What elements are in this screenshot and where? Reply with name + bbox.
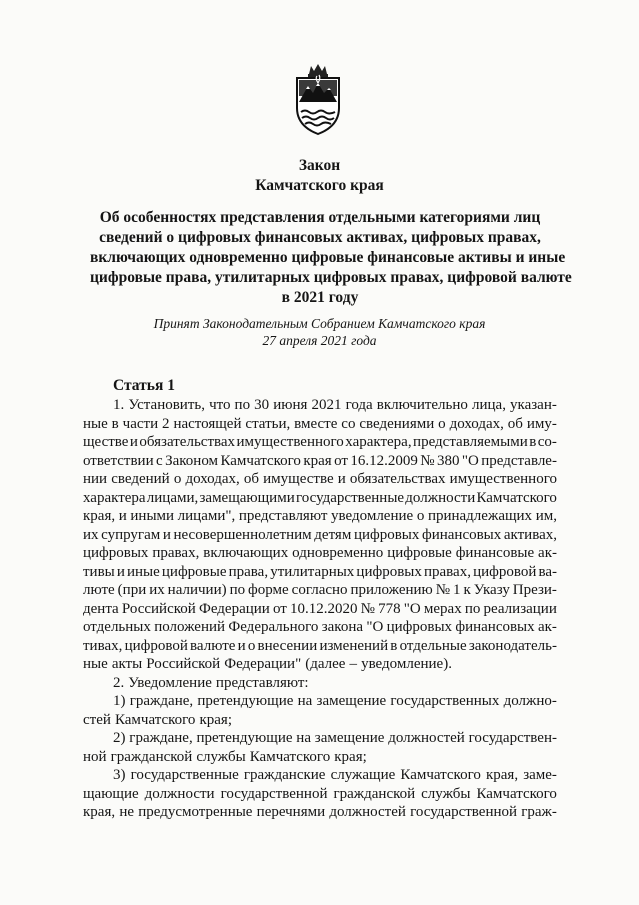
- article-line: [83, 618, 557, 637]
- article-word: и: [129, 434, 138, 450]
- article-word: Российской: [121, 600, 196, 617]
- article-word: внесении: [257, 637, 318, 654]
- article-word: Законом: [165, 452, 219, 469]
- article-word: правах,: [423, 563, 471, 580]
- article-word: Установить,: [128, 397, 205, 413]
- article-word: Камчатского: [220, 452, 301, 469]
- article-word: должности: [144, 785, 215, 802]
- article-word: супругам: [101, 526, 161, 543]
- article-word: по: [229, 582, 246, 598]
- article-word: несовершеннолетним: [173, 526, 312, 543]
- law-subject-line: цифровые права, утилитарных цифровых правах, цифровой валюте: [90, 269, 572, 286]
- article-word: "О: [403, 600, 421, 617]
- article-word: цифровой: [124, 637, 188, 654]
- article-word: Указу: [473, 582, 510, 598]
- article-word: ные: [83, 415, 108, 432]
- article-word: края;: [334, 748, 367, 765]
- article-word: права,: [228, 563, 269, 580]
- article-word: лицами,: [146, 489, 199, 506]
- article-word: о: [247, 637, 256, 654]
- article-word: должно-: [503, 693, 557, 709]
- article-line: [83, 433, 557, 452]
- article-word: гражданской: [110, 748, 193, 765]
- article-word: и: [337, 471, 346, 487]
- article-word: изменений: [319, 637, 389, 654]
- article-word: государственные: [295, 489, 405, 506]
- article-word: государственных: [390, 693, 500, 709]
- article-word: перечнями: [256, 804, 326, 820]
- article-word: лицами",: [177, 508, 236, 524]
- article-word: должностей: [329, 804, 406, 820]
- article-word: активах,: [503, 526, 557, 543]
- article-word: уведомление: [331, 508, 414, 524]
- article-word: ществе: [83, 434, 129, 450]
- article-word: 1: [452, 582, 461, 598]
- article-heading: Статья 1: [113, 377, 175, 394]
- article-word: положений: [154, 619, 226, 635]
- article-word: 778: [378, 600, 401, 617]
- article-word: "О: [366, 619, 384, 635]
- article-word: о: [416, 508, 425, 524]
- article-word: характера: [83, 489, 146, 506]
- article-line: [83, 563, 557, 582]
- article-word: представле-: [481, 452, 557, 469]
- article-word: им,: [535, 508, 557, 524]
- article-word: 2: [162, 415, 170, 432]
- article-word: доходах,: [449, 415, 504, 432]
- article-word: должностей: [388, 730, 465, 746]
- article-line: [83, 600, 557, 619]
- article-word: к: [463, 582, 471, 598]
- article-word: граждане,: [129, 693, 194, 709]
- article-word: Камчатского: [400, 767, 481, 783]
- article-word: 2): [113, 730, 126, 746]
- article-word: службы: [196, 748, 246, 765]
- article-word: со: [341, 415, 356, 432]
- article-word: лица,: [472, 397, 506, 413]
- article-line: [83, 655, 557, 674]
- article-word: по: [234, 397, 251, 413]
- article-word: сведений: [111, 471, 170, 487]
- article-word: 30: [254, 397, 270, 413]
- article-word: части: [122, 415, 159, 432]
- article-word: должности: [405, 489, 476, 506]
- article-word: наличии): [167, 582, 227, 598]
- article-word: Федерации: [198, 600, 270, 617]
- article-word: государственной: [410, 804, 518, 820]
- article-word: тивах,: [83, 637, 123, 654]
- article-word: служащие: [330, 767, 396, 783]
- article-word: края: [303, 452, 332, 469]
- article-line: [83, 748, 557, 767]
- law-title: Закон: [298, 157, 341, 174]
- article-word: в: [529, 434, 537, 450]
- article-line: [83, 785, 557, 804]
- article-word: имущественного: [236, 434, 344, 450]
- article-line: [83, 803, 557, 822]
- article-word: края,: [485, 767, 519, 783]
- article-word: имуществе: [263, 471, 334, 487]
- article-word: в: [390, 637, 398, 654]
- article-word: и: [162, 526, 171, 543]
- article-word: ак-: [538, 545, 557, 561]
- article-word: от: [272, 600, 287, 617]
- article-line: [83, 637, 557, 656]
- article-word: государствен-: [468, 730, 557, 746]
- article-word: закона: [321, 619, 364, 635]
- article-word: доходах,: [185, 471, 240, 487]
- article-word: претендующие: [196, 730, 293, 746]
- article-line: [83, 526, 557, 545]
- article-word: утилитарных: [270, 563, 355, 580]
- article-word: со-: [537, 434, 557, 450]
- article-word: гражданские: [243, 767, 326, 783]
- article-word: включительно: [376, 397, 468, 413]
- article-word: Федерального: [228, 619, 319, 635]
- article-word: граждане,: [129, 730, 193, 746]
- article-word: их: [83, 526, 99, 543]
- article-line: [83, 674, 557, 693]
- article-word: государственные: [130, 767, 239, 783]
- article-word: о: [438, 415, 446, 432]
- article-word: в: [111, 415, 119, 432]
- law-subject: [90, 208, 572, 308]
- article-word: одновременно: [292, 545, 384, 561]
- adoption-note: Принят Законодательным Собранием Камчатского края: [153, 316, 486, 331]
- article-word: 2.: [113, 674, 125, 691]
- article-word: стей: [83, 711, 111, 728]
- article-word: от: [334, 452, 348, 469]
- article-word: государственной: [220, 785, 328, 802]
- article-word: края,: [83, 804, 116, 820]
- article-word: 2021: [311, 397, 342, 413]
- article-word: года: [345, 397, 373, 413]
- article-line: [83, 729, 557, 748]
- article-word: 10.12.2020: [289, 600, 358, 617]
- article-word: цифровые: [161, 563, 227, 580]
- kamchatka-coat-of-arms-emblem: [289, 62, 347, 138]
- article-word: тивы: [83, 563, 115, 580]
- article-word: сведениями: [359, 415, 435, 432]
- law-subject-line: включающих одновременно цифровые финансовые активы и иные: [90, 249, 566, 266]
- article-word: (при: [117, 582, 147, 598]
- article-word: Камчатского: [476, 489, 557, 506]
- article-word: отдельные: [399, 637, 467, 654]
- article-word: 3): [113, 767, 126, 783]
- article-word: цифровые: [387, 545, 452, 561]
- article-word: ва-: [538, 563, 557, 580]
- article-word: с: [156, 452, 163, 469]
- article-word: характера,: [345, 434, 412, 450]
- article-word: не: [119, 804, 134, 820]
- article-word: №: [360, 600, 375, 617]
- article-word: отдельных: [83, 619, 151, 635]
- article-body: [83, 396, 557, 822]
- article-word: по: [464, 600, 481, 617]
- article-word: "О: [461, 452, 479, 469]
- law-subject-line: сведений о цифровых финансовых активах, цифровых правах,: [99, 229, 541, 246]
- article-word: представляют:: [215, 674, 309, 691]
- article-word: согласно: [291, 582, 348, 598]
- article-word: законодатель-: [468, 637, 557, 654]
- article-word: щающие: [83, 785, 139, 802]
- article-word: дента: [83, 600, 119, 617]
- article-word: их: [149, 582, 165, 598]
- article-word: и: [118, 508, 127, 524]
- article-word: детям: [314, 526, 352, 543]
- article-word: 380: [436, 452, 460, 469]
- law-subject-line: в 2021 году: [281, 289, 359, 306]
- article-word: заме-: [523, 767, 557, 783]
- article-word: Прези-: [512, 582, 557, 598]
- article-word: иными: [130, 508, 175, 524]
- article-word: Уведомление: [128, 674, 212, 691]
- article-word: что: [209, 397, 231, 413]
- article-line: [83, 489, 557, 508]
- article-word: о: [173, 471, 182, 487]
- article-word: замещение: [314, 730, 385, 746]
- article-word: форме: [248, 582, 289, 598]
- article-line: [83, 766, 557, 785]
- article-word: статьи,: [245, 415, 291, 432]
- article-word: ответствии: [83, 452, 154, 469]
- article-word: вместе: [294, 415, 338, 432]
- article-word: №: [420, 452, 435, 469]
- article-word: 16.12.2009: [350, 452, 418, 469]
- article-word: цифровых: [83, 545, 149, 561]
- article-word: Федерации": [224, 656, 302, 672]
- article-word: и: [237, 637, 246, 654]
- article-word: №: [435, 582, 451, 598]
- article-word: претендующие: [197, 693, 294, 709]
- article-word: 1): [113, 693, 126, 709]
- article-word: замещение: [316, 693, 387, 709]
- article-word: цифровых: [356, 563, 422, 580]
- article-word: края;: [199, 711, 232, 728]
- article-line: [83, 470, 557, 489]
- article-word: об: [507, 415, 523, 432]
- article-word: цифровых: [353, 526, 420, 543]
- article-line: [83, 396, 557, 415]
- article-word: принадлежащих: [427, 508, 533, 524]
- article-word: нии: [83, 471, 108, 487]
- article-word: представляют: [238, 508, 328, 524]
- article-word: правах,: [152, 545, 200, 561]
- article-word: включающих: [203, 545, 289, 561]
- article-word: ные: [83, 656, 108, 672]
- article-line: [83, 415, 557, 434]
- article-word: имущественного: [449, 471, 557, 487]
- adoption-date: 27 апреля 2021 года: [262, 333, 377, 348]
- article-line: [83, 711, 557, 730]
- article-word: на: [296, 730, 311, 746]
- article-word: цифровой: [473, 563, 537, 580]
- article-word: (далее: [305, 656, 346, 672]
- article-line: [83, 581, 557, 600]
- article-word: мерах: [423, 600, 462, 617]
- article-word: –: [349, 656, 358, 672]
- article-word: июня: [273, 397, 308, 413]
- article-word: замещающими: [199, 489, 295, 506]
- article-word: обязательствах: [139, 434, 236, 450]
- article-word: акты: [111, 656, 143, 672]
- article-word: финансовые: [455, 545, 535, 561]
- article-word: края,: [83, 508, 116, 524]
- article-word: представляемыми: [413, 434, 528, 450]
- article-word: реализации: [483, 600, 557, 617]
- article-word: иму-: [526, 415, 557, 432]
- article-word: настоящей: [173, 415, 242, 432]
- article-word: иные: [127, 563, 160, 580]
- article-line: [83, 452, 557, 471]
- article-line: [83, 692, 557, 711]
- article-word: указан-: [510, 397, 557, 413]
- article-word: об: [243, 471, 260, 487]
- law-region: Камчатского края: [255, 177, 384, 194]
- article-word: гражданской: [333, 785, 416, 802]
- article-word: на: [297, 693, 313, 709]
- law-subject-line: Об особенностях представления отдельными категориями лиц: [99, 209, 541, 226]
- article-word: ак-: [537, 619, 557, 635]
- article-word: и: [116, 563, 125, 580]
- article-word: валюте: [190, 637, 236, 654]
- article-word: уведомление).: [361, 656, 452, 672]
- article-line: [83, 544, 557, 563]
- article-word: приложению: [350, 582, 433, 598]
- article-word: Камчатского: [476, 785, 557, 802]
- article-line: [83, 507, 557, 526]
- article-word: Российской: [146, 656, 221, 672]
- article-word: финансовых: [421, 526, 502, 543]
- article-word: цифровых: [386, 619, 453, 635]
- article-word: ной: [83, 748, 107, 765]
- article-word: предусмотренные: [138, 804, 253, 820]
- article-word: Камчатского: [114, 711, 196, 728]
- article-word: граж-: [521, 804, 557, 820]
- article-word: обязательствах: [349, 471, 446, 487]
- article-word: финансовых: [455, 619, 535, 635]
- article-word: 1.: [113, 397, 125, 413]
- article-word: службы: [421, 785, 471, 802]
- article-word: люте: [83, 582, 115, 598]
- article-word: Камчатского: [249, 748, 331, 765]
